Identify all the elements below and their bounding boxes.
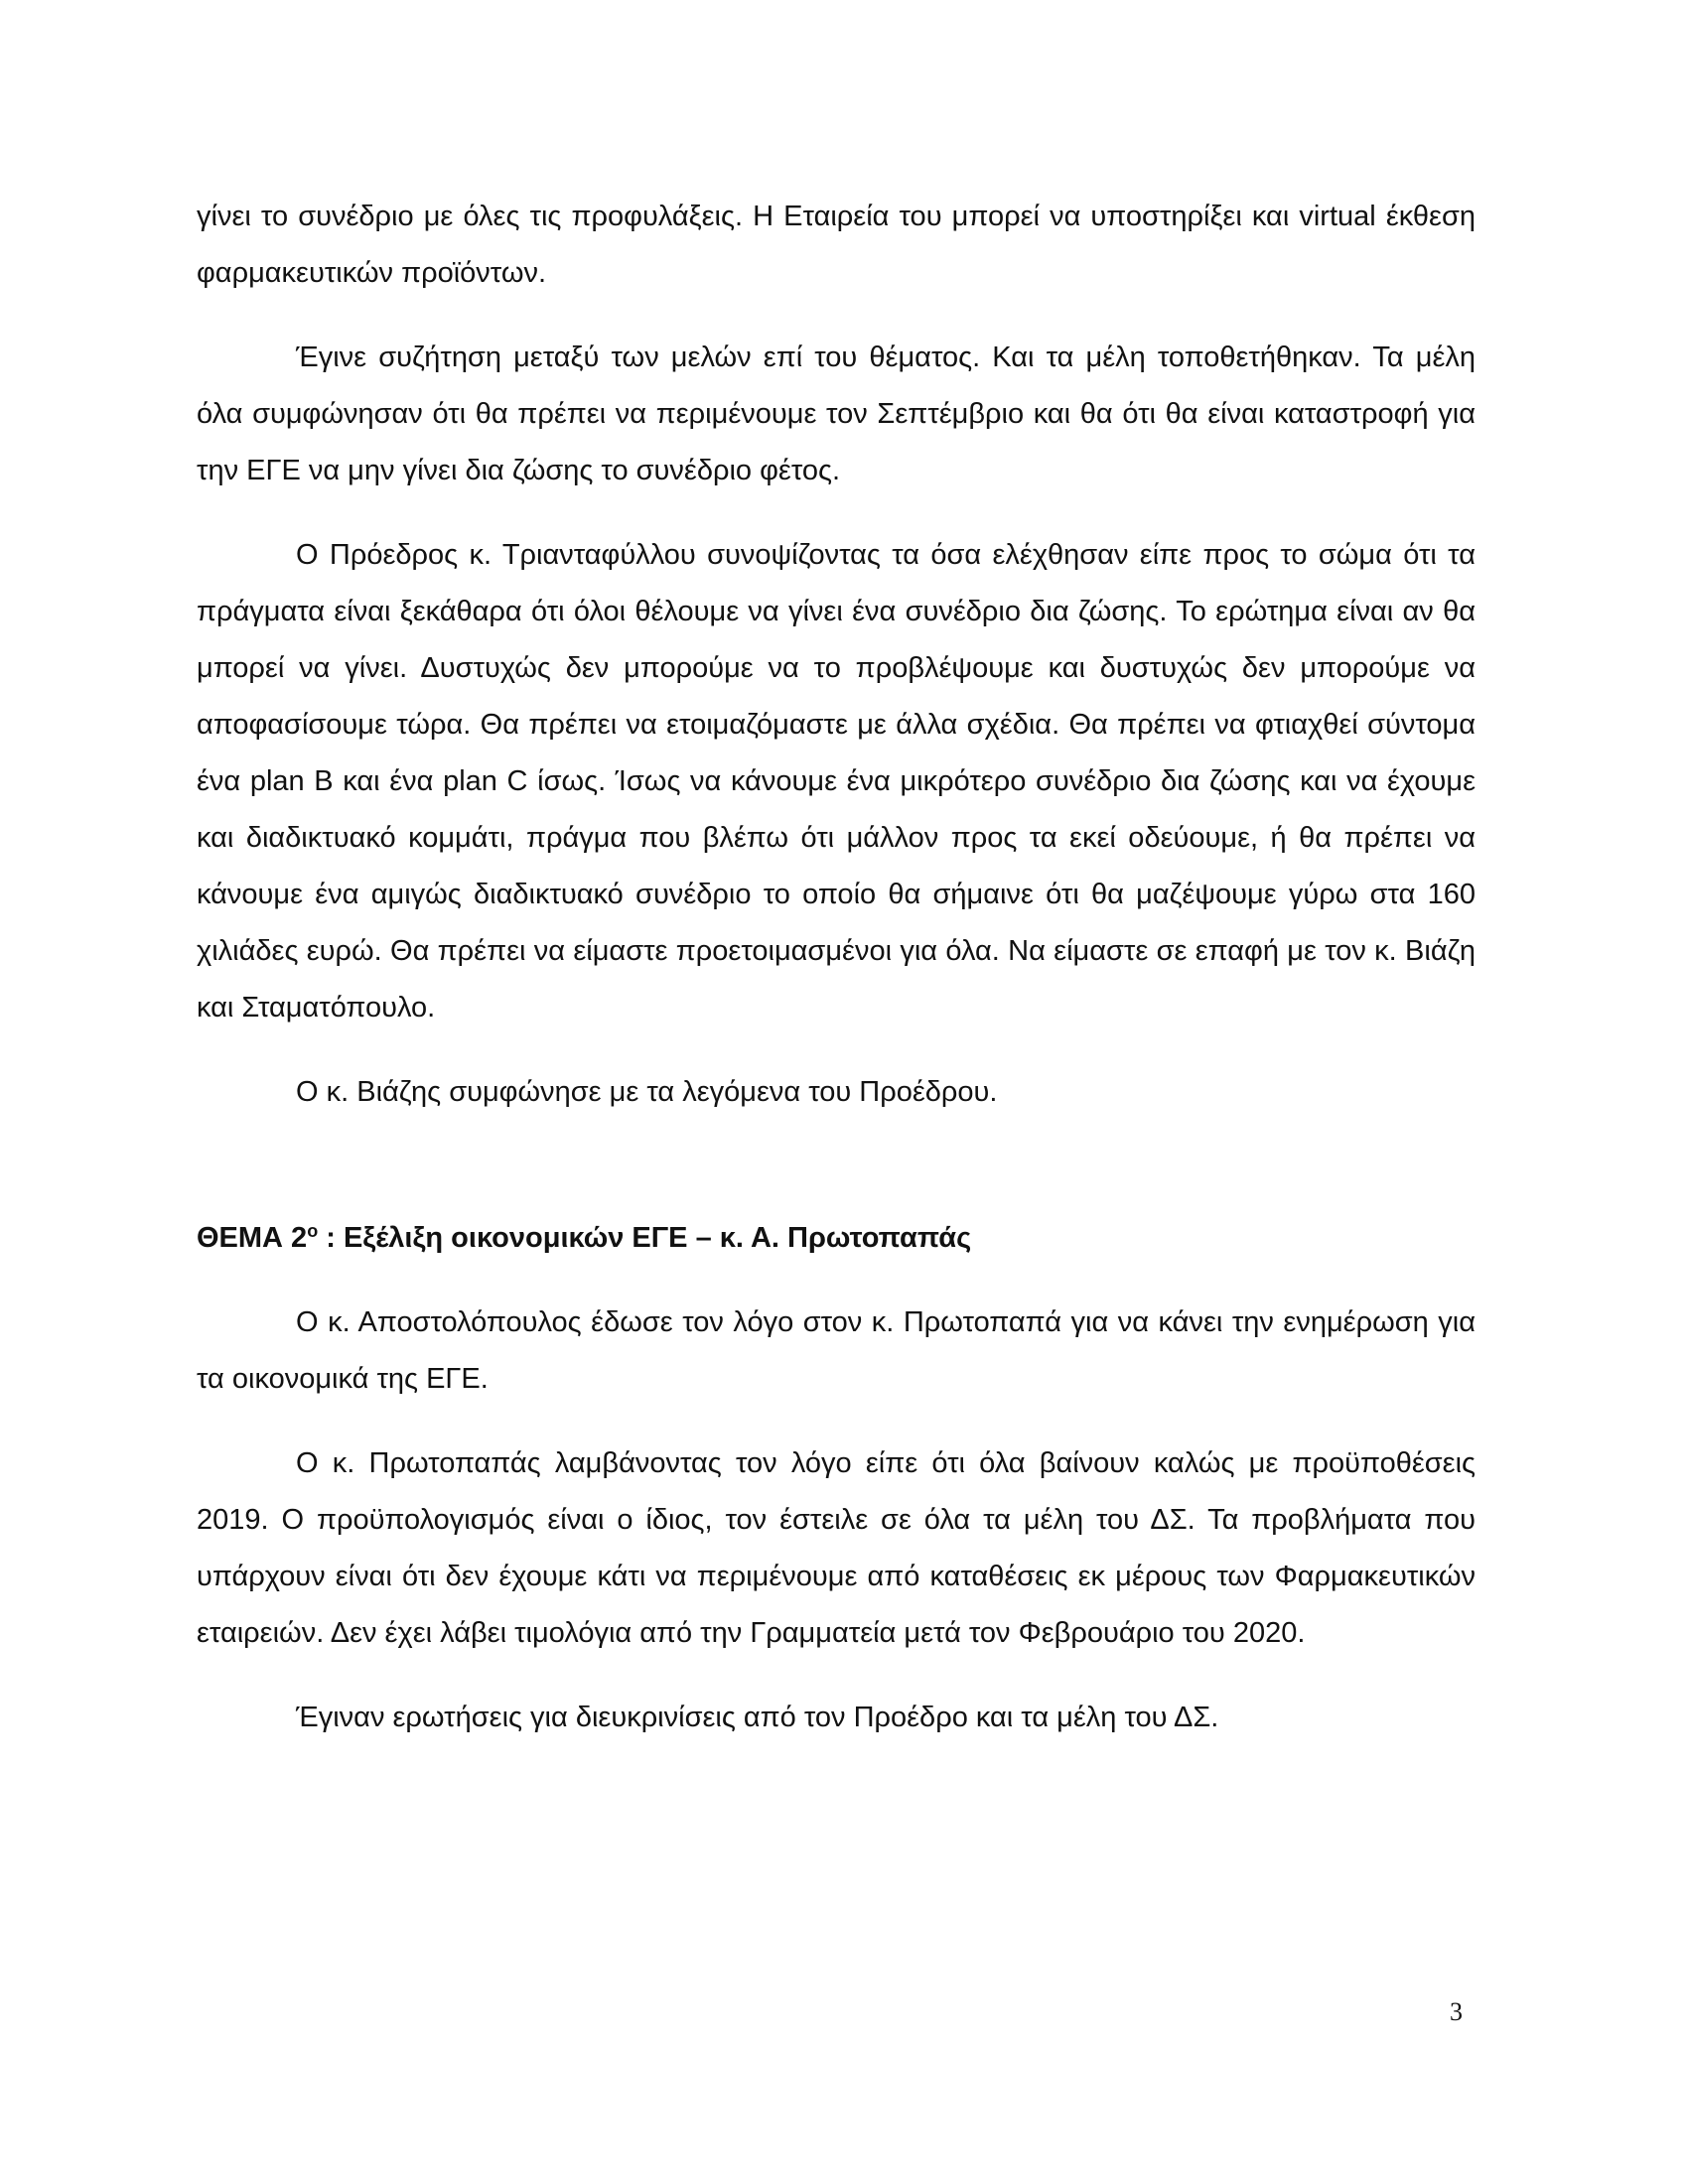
section-spacer — [197, 1149, 1476, 1210]
paragraph-finance-report: Ο κ. Πρωτοπαπάς λαμβάνοντας τον λόγο είπε ότι όλα βαίνουν καλώς με προϋποθέσεις 2019. Ο προϋπολογισμός είναι ο ίδιος, τον έστειλε σε όλα τα μέλη του ΔΣ. Τα προβλήματα που υπάρχουν είναι ότι δεν έχουμε κάτι να περιμένουμε από καταθέσεις εκ μέρους των Φαρμακευτικών εταιρειών. Δεν έχει λάβει τιμολόγια από την Γραμματεία μετά τον Φεβρουάριο του 2020. — [197, 1447, 1476, 1649]
paragraph-clarification-questions: Έγιναν ερωτήσεις για διευκρινίσεις από τον Προέδρο και τα μέλη του ΔΣ. — [296, 1702, 1219, 1733]
heading-title: : Εξέλιξη οικονομικών ΕΓΕ – κ. Α. Πρωτοπαπάς — [318, 1222, 972, 1254]
paragraph-viazis-agreement: Ο κ. Βιάζης συμφώνησε με τα λεγόμενα του Προέδρου. — [296, 1076, 998, 1108]
paragraph-members-discussion: Έγινε συζήτηση μεταξύ των μελών επί του θέματος. Και τα μέλη τοποθετήθηκαν. Τα μέλη όλα συμφώνησαν ότι θα πρέπει να περιμένουμε τον Σεπτέμβριο και θα ότι θα είναι καταστροφή για την ΕΓΕ να μην γίνει δια ζώσης το συνέδριο φέτος. — [197, 341, 1476, 486]
paragraph-continued-exhibition: γίνει το συνέδριο με όλες τις προφυλάξεις. Η Εταιρεία του μπορεί να υποστηρίξει και virtual έκθεση φαρμακευτικών προϊόντων. — [197, 201, 1476, 289]
heading-ordinal-superscript: ο — [307, 1221, 319, 1241]
section-heading-topic-2 — [197, 1210, 1476, 1267]
paragraph-president-summary: Ο Πρόεδρος κ. Τριανταφύλλου συνοψίζοντας τα όσα ελέχθησαν είπε προς το σώμα ότι τα πράγματα είναι ξεκάθαρα ότι όλοι θέλουμε να γίνει ένα συνέδριο δια ζώσης. Το ερώτημα είναι αν θα μπορεί να γίνει. Δυστυχώς δεν μπορούμε να το προβλέψουμε και δυστυχώς δεν μπορούμε να αποφασίσουμε τώρα. Θα πρέπει να ετοιμαζόμαστε με άλλα σχέδια. Θα πρέπει να φτιαχθεί σύντομα ένα plan B και ένα plan C ίσως. Ίσως να κάνουμε ένα μικρότερο συνέδριο δια ζώσης και να έχουμε και διαδικτυακό κομμάτι, πράγμα που βλέπω ότι μάλλον προς τα εκεί οδεύουμε, ή θα πρέπει να κάνουμε ένα αμιγώς διαδικτυακό συνέδριο το οποίο θα σήμαινε ότι θα μαζέψουμε γύρω στα 160 χιλιάδες ευρώ. Θα πρέπει να είμαστε προετοιμασμένοι για όλα. Να είμαστε σε επαφή με τον κ. Βιάζη και Σταματόπουλο. — [197, 539, 1476, 1024]
page-content — [197, 189, 1476, 1774]
page-number: 3 — [1450, 1997, 1463, 2026]
paragraph-floor-given: Ο κ. Αποστολόπουλος έδωσε τον λόγο στον κ. Πρωτοπαπά για να κάνει την ενημέρωση για τα οικονομικά της ΕΓΕ. — [197, 1306, 1476, 1395]
heading-prefix: ΘΕΜΑ 2 — [197, 1222, 308, 1254]
